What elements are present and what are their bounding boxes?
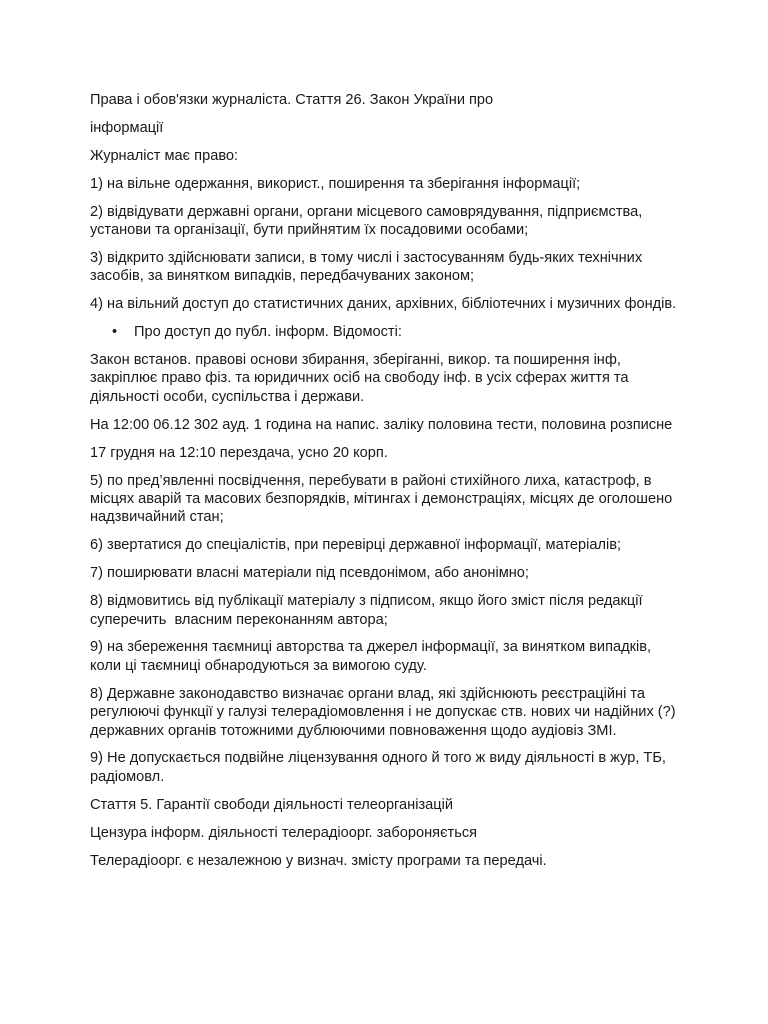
article-5-heading: Стаття 5. Гарантії свободи діяльності телеорганізацій — [90, 796, 454, 813]
bullet-list-item — [90, 323, 680, 341]
document-title-line-2: інформації — [90, 119, 164, 136]
legislation-item-8: 8) Державне законодавство визначає органи влад, які здійснюють реєстраційні та регулюючі функції у галузі телерадіомовлення і не допускає ств. нових чи надійних (?) державних органів тотожними дублюючими повноваження щодо аудіовіз ЗМІ. — [90, 685, 680, 739]
right-item-3: 3) відкрито здійснювати записи, в тому числі і застосуванням будь-яких технічних засобів, за винятком випадків, передбачуваних законом; — [90, 249, 647, 285]
rights-intro: Журналіст має право: — [90, 147, 239, 164]
right-item-6: 6) звертатися до спеціалістів, при перевірці державної інформації, матеріалів; — [90, 537, 622, 554]
document-page — [90, 91, 680, 880]
retake-note: 17 грудня на 12:10 перездача, усно 20 корп. — [90, 444, 388, 461]
law-description: Закон встанов. правові основи збирання, зберіганні, викор. та поширення інф, закріплює право фіз. та юридичних осіб на свободу інф. в усіх сферах життя та діяльності особи, суспільства і держави. — [90, 352, 633, 405]
right-item-8: 8) відмовитись від публікації матеріалу з підписом, якщо його зміст після редакції суперечить власним переконанням автора; — [90, 593, 647, 628]
censorship-statement: Цензура інформ. діяльності телерадіоорг. забороняється — [90, 824, 478, 841]
right-item-1: 1) на вільне одержання, використ., поширення та зберігання інформації; — [90, 175, 581, 192]
bullet-icon: • — [112, 324, 118, 341]
independence-statement: Телерадіоорг. є незалежною у визнач. змісту програми та передачі. — [90, 852, 547, 869]
right-item-9: 9) на збереження таємниці авторства та джерел інформації, за винятком випадків, коли ці таємниці обнародуються за вимогою суду. — [90, 639, 656, 674]
bullet-text: Про доступ до публ. інформ. Відомості: — [134, 324, 402, 341]
exam-note: На 12:00 06.12 302 ауд. 1 година на напис. заліку половина тести, половина розписне — [90, 416, 673, 433]
document-title-line-1: Права і обов'язки журналіста. Стаття 26. Закон України про — [90, 92, 494, 108]
right-item-5: 5) по пред’явленні посвідчення, перебувати в районі стихійного лиха, катастроф, в місцях аварій та масових безпорядків, мітингах і демонстраціях, місцях де оголошено надзвичайний стан; — [90, 472, 677, 526]
right-item-7: 7) поширювати власні матеріали під псевдонімом, або анонімно; — [90, 565, 529, 582]
legislation-item-9: 9) Не допускається подвійне ліцензування одного й того ж виду діяльності в жур, ТБ, радіомовл. — [90, 750, 671, 785]
right-item-4: 4) на вільний доступ до статистичних даних, архівних, бібліотечних і музичних фондів. — [90, 296, 677, 313]
right-item-2: 2) відвідувати державні органи, органи місцевого самоврядування, підприємства, установи та організації, бути прийнятим їх посадовими особами; — [90, 203, 647, 239]
